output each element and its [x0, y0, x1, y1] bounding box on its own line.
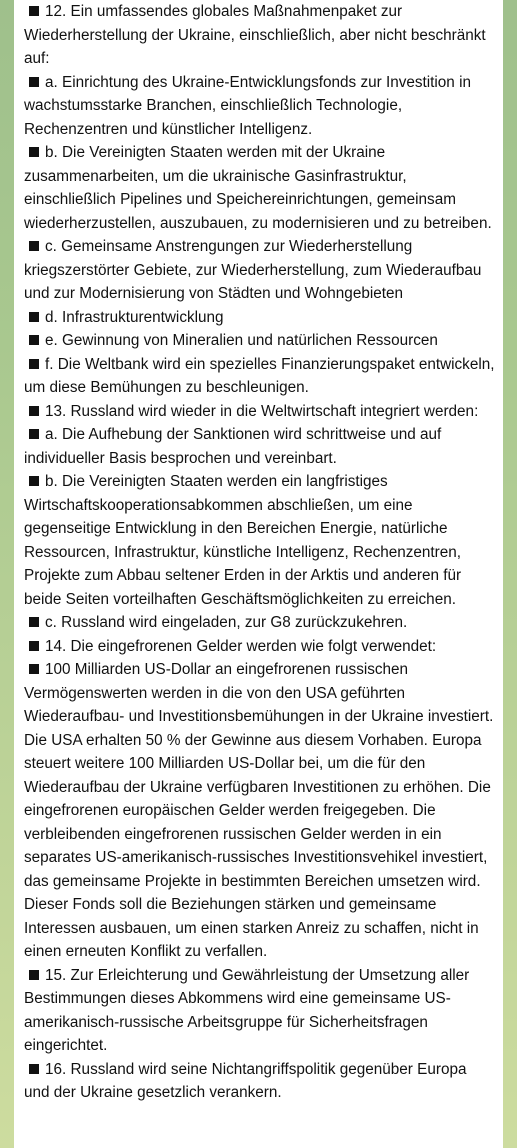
black-square-icon [29, 1064, 39, 1074]
paragraph-text: 100 Milliarden US-Dollar an eingefrorenen russischen Vermögenswerten werden in die von den USA geführten Wiederaufbau- und Investitionsbemühungen in der Ukraine investiert. Die USA erhalten 50 % der Gewinne aus diesem Vorhaben. Europa steuert weitere 100 Milliarden US-Dollar bei, um die für den Wiederaufbau der Ukraine verfügbaren Investitionen zu erhöhen. Die eingefrorenen europäischen Gelder werden freigegeben. Die verbleibenden eingefrorenen russischen Gelder werden in ein separates US-amerikanisch-russisches Investitionsvehikel investiert, das gemeinsame Projekte in bestimmten Bereichen umsetzen wird. Dieser Fonds soll die Beziehungen stärken und gemeinsame Interessen ausbauen, um einen starken Anreiz zu schaffen, nicht in einen erneuten Konflikt zu verfallen. [24, 661, 494, 960]
paragraph-text: a. Einrichtung des Ukraine-Entwicklungsfonds zur Investition in wachstumsstarke Branchen, einschließlich Technologie, Rechenzentren und künstlicher Intelligenz. [24, 73, 471, 138]
black-square-icon [29, 429, 39, 439]
message-paragraph [24, 1058, 495, 1105]
black-square-icon [29, 335, 39, 345]
black-square-icon [29, 970, 39, 980]
message-paragraph [24, 141, 495, 235]
black-square-icon [29, 6, 39, 16]
message-paragraph [24, 71, 495, 142]
message-bubble [14, 0, 503, 1148]
paragraph-text: c. Gemeinsame Anstrengungen zur Wiederherstellung kriegszerstörter Gebiete, zur Wiederherstellung, zum Wiederaufbau und zur Modernisierung von Städten und Wohngebieten [24, 238, 482, 302]
paragraph-text: a. Die Aufhebung der Sanktionen wird schrittweise und auf individueller Basis besprochen und vereinbart. [24, 426, 442, 467]
black-square-icon [29, 312, 39, 322]
paragraph-text: f. Die Weltbank wird ein spezielles Finanzierungspaket entwickeln, um diese Bemühungen zu beschleunigen. [24, 355, 495, 396]
black-square-icon [29, 147, 39, 157]
message-paragraph [24, 635, 495, 659]
message-paragraph [24, 0, 495, 71]
black-square-icon [29, 77, 39, 87]
paragraph-text: 12. Ein umfassendes globales Maßnahmenpaket zur Wiederherstellung der Ukraine, einschließlich, aber nicht beschränkt auf: [24, 3, 486, 67]
paragraph-text: c. Russland wird eingeladen, zur G8 zurückzukehren. [45, 614, 408, 631]
message-paragraph [24, 423, 495, 470]
paragraph-text: 15. Zur Erleichterung und Gewährleistung der Umsetzung aller Bestimmungen dieses Abkommens wird eine gemeinsame US-amerikanisch-russische Arbeitsgruppe für Sicherheitsfragen eingerichtet. [24, 966, 470, 1054]
paragraph-text: 14. Die eingefrorenen Gelder werden wie folgt verwendet: [45, 637, 437, 655]
message-paragraph [24, 306, 495, 330]
message-paragraph [24, 329, 495, 353]
message-paragraph [24, 658, 495, 964]
paragraph-text: 16. Russland wird seine Nichtangriffspolitik gegenüber Europa und der Ukraine gesetzlich verankern. [24, 1060, 467, 1101]
paragraph-text: e. Gewinnung von Mineralien und natürlichen Ressourcen [45, 332, 438, 349]
paragraph-text: d. Infrastrukturentwicklung [45, 308, 224, 326]
paragraph-text: b. Die Vereinigten Staaten werden ein langfristiges Wirtschaftskooperationsabkommen abschließen, um eine gegenseitige Entwicklung in den Bereichen Energie, natürliche Ressourcen, Infrastruktur, künstliche Intelligenz, Rechenzentren, Projekte zum Abbau seltener Erden in der Arktis und anderen für beide Seiten vorteilhaften Geschäftsmöglichkeiten zu erreichen. [24, 473, 462, 608]
black-square-icon [29, 617, 39, 627]
message-paragraph [24, 400, 495, 424]
black-square-icon [29, 476, 39, 486]
message-paragraph [24, 235, 495, 306]
black-square-icon [29, 241, 39, 251]
paragraph-text: 13. Russland wird wieder in die Weltwirtschaft integriert werden: [45, 402, 479, 420]
paragraph-text: b. Die Vereinigten Staaten werden mit der Ukraine zusammenarbeiten, um die ukrainische Gasinfrastruktur, einschließlich Pipelines und Speichereinrichtungen, gemeinsam wiederherzustellen, auszubauen, zu modernisieren und zu betreiben. [24, 144, 492, 232]
black-square-icon [29, 359, 39, 369]
message-paragraph [24, 470, 495, 611]
message-paragraph [24, 964, 495, 1058]
black-square-icon [29, 406, 39, 416]
black-square-icon [29, 664, 39, 674]
black-square-icon [29, 641, 39, 651]
message-paragraph [24, 353, 495, 400]
message-paragraph [24, 611, 495, 635]
